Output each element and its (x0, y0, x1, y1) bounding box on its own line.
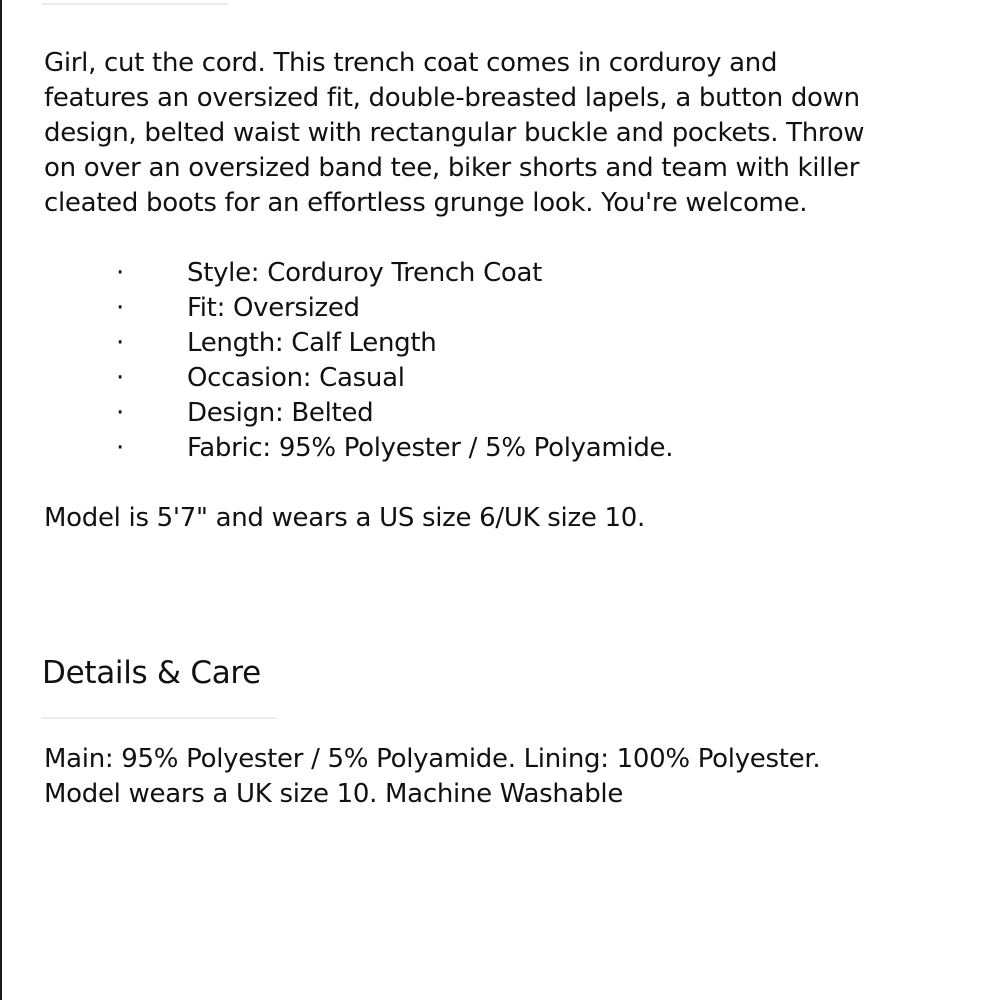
bullet-icon: · (116, 363, 124, 393)
bullet-icon: · (116, 433, 124, 463)
details-care-heading: Details & Care (42, 655, 261, 691)
feature-text: Length: Calf Length (187, 328, 437, 358)
feature-item (44, 431, 944, 466)
feature-text: Fit: Oversized (187, 293, 360, 323)
feature-list (44, 256, 944, 466)
bullet-icon: · (116, 293, 124, 323)
details-care-divider (42, 717, 277, 719)
model-size-note: Model is 5'7" and wears a US size 6/UK size 10. (44, 503, 645, 533)
details-care-line: Model wears a UK size 10. Machine Washable (44, 779, 624, 809)
bullet-icon: · (116, 258, 124, 288)
description-line: Girl, cut the cord. This trench coat comes in corduroy and (44, 48, 778, 78)
details-care-line: Main: 95% Polyester / 5% Polyamide. Lining: 100% Polyester. (44, 744, 821, 774)
feature-text: Design: Belted (187, 398, 374, 428)
description-line: on over an oversized band tee, biker shorts and team with killer (44, 153, 860, 183)
section-divider-top (42, 3, 228, 5)
description-line: features an oversized fit, double-breasted lapels, a button down (44, 83, 860, 113)
feature-item (44, 361, 944, 396)
bullet-icon: · (116, 398, 124, 428)
feature-item (44, 291, 944, 326)
feature-text: Occasion: Casual (187, 363, 405, 393)
details-care-body (44, 742, 944, 812)
feature-text: Style: Corduroy Trench Coat (187, 258, 543, 288)
feature-text: Fabric: 95% Polyester / 5% Polyamide. (187, 433, 674, 463)
bullet-icon: · (116, 328, 124, 358)
description-line: design, belted waist with rectangular buckle and pockets. Throw (44, 118, 865, 148)
feature-item (44, 326, 944, 361)
description-line: cleated boots for an effortless grunge look. You're welcome. (44, 188, 808, 218)
product-description (44, 46, 944, 221)
feature-item (44, 396, 944, 431)
window-left-border (0, 0, 2, 1000)
feature-item (44, 256, 944, 291)
